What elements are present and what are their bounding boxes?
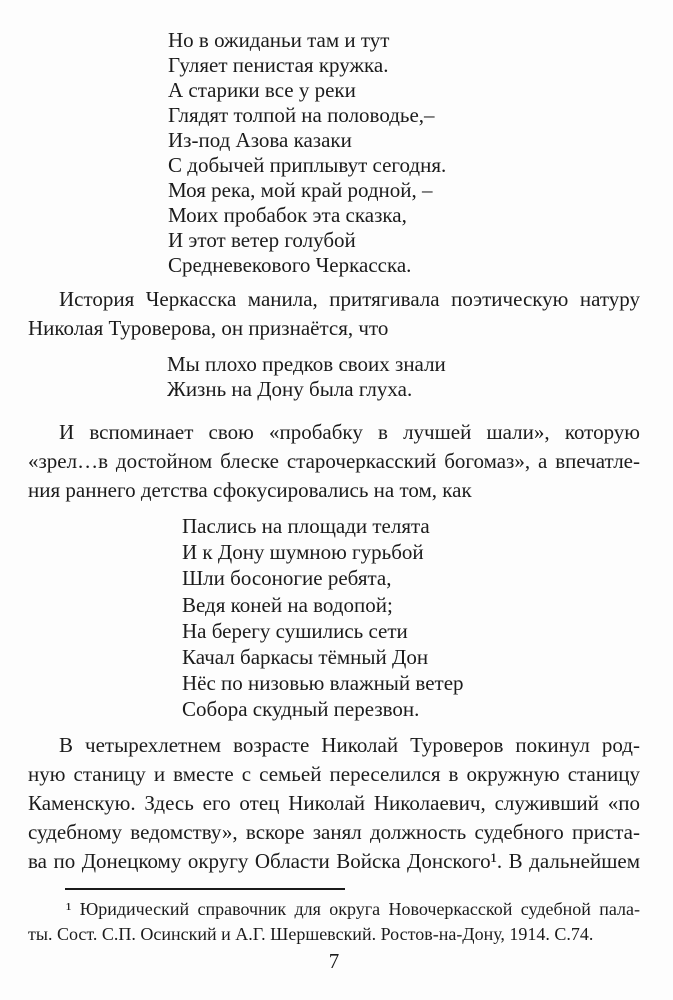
- footnote-line: ты. Сост. С.П. Осинский и А.Г. Шершевский. Ростов-на-Дону, 1914. С.74.: [28, 924, 594, 944]
- footnote-divider: [65, 888, 345, 890]
- poem-line: А старики все у реки: [168, 78, 356, 102]
- prose-paragraph-3: [28, 731, 640, 876]
- prose-line: ную станицу и вместе с семьей переселился в окружную станицу: [28, 762, 640, 786]
- prose-line: История Черкасска манила, притягивала поэтическую натуру: [59, 287, 640, 311]
- footnote: [28, 897, 640, 947]
- prose-line: И вспоминает свою «пробабку в лучшей шали», которую: [59, 420, 640, 444]
- poem-line: Качал баркасы тёмный Дон: [182, 645, 429, 670]
- poem-line: Средневекового Черкасска.: [168, 253, 412, 277]
- poem-line: С добычей приплывут сегодня.: [168, 153, 447, 177]
- poem-couplet: [167, 352, 446, 402]
- prose-line: «зрел…в достойном блеске старочеркасский богомаз», а впечатле-: [28, 449, 640, 473]
- poem-line: Собора скудный перезвон.: [182, 697, 420, 722]
- poem-line: И этот ветер голубой: [168, 228, 356, 252]
- prose-line: Николая Туроверова, он признаётся, что: [28, 316, 389, 340]
- poem-line: Ведя коней на водопой;: [182, 592, 393, 617]
- poem-line: Жизнь на Дону была глуха.: [167, 377, 413, 401]
- poem-line: Глядят толпой на половодье,–: [168, 103, 435, 127]
- poem-line: Гуляет пенистая кружка.: [168, 53, 389, 77]
- poem-line: Но в ожиданьи там и тут: [168, 28, 390, 52]
- poem-line: Шли босоногие ребята,: [182, 566, 392, 591]
- prose-line: В четырехлетнем возрасте Николай Туроверов покинул род-: [59, 733, 640, 757]
- poem-line: Из-под Азова казаки: [168, 128, 352, 152]
- poem-stanza-1: [168, 28, 446, 278]
- prose-paragraph-2: [28, 418, 640, 505]
- page-number: 7: [328, 949, 340, 973]
- poem-line: На берегу сушились сети: [182, 618, 408, 643]
- poem-line: Моя река, мой край родной, –: [168, 178, 433, 202]
- poem-stanza-2: [182, 513, 464, 723]
- poem-line: И к Дону шумною гурьбой: [182, 540, 424, 565]
- poem-line: Моих пробабок эта сказка,: [168, 203, 407, 227]
- prose-line: Каменскую. Здесь его отец Николай Николаевич, служивший «по: [28, 791, 640, 815]
- prose-line: ния раннего детства сфокусировались на том, как: [28, 478, 472, 502]
- prose-line: судебному ведомству», вскоре занял должность судебного приста-: [28, 820, 640, 844]
- poem-line: Мы плохо предков своих знали: [167, 352, 446, 376]
- prose-paragraph-1: [28, 285, 640, 343]
- footnote-line: ¹ Юридический справочник для округа Новочеркасской судебной пала-: [66, 899, 640, 919]
- poem-line: Паслись на площади телята: [182, 514, 430, 538]
- prose-line: ва по Донецкому округу Области Войска Донского¹. В дальнейшем: [28, 849, 640, 873]
- poem-line: Нёс по низовью влажный ветер: [182, 671, 464, 696]
